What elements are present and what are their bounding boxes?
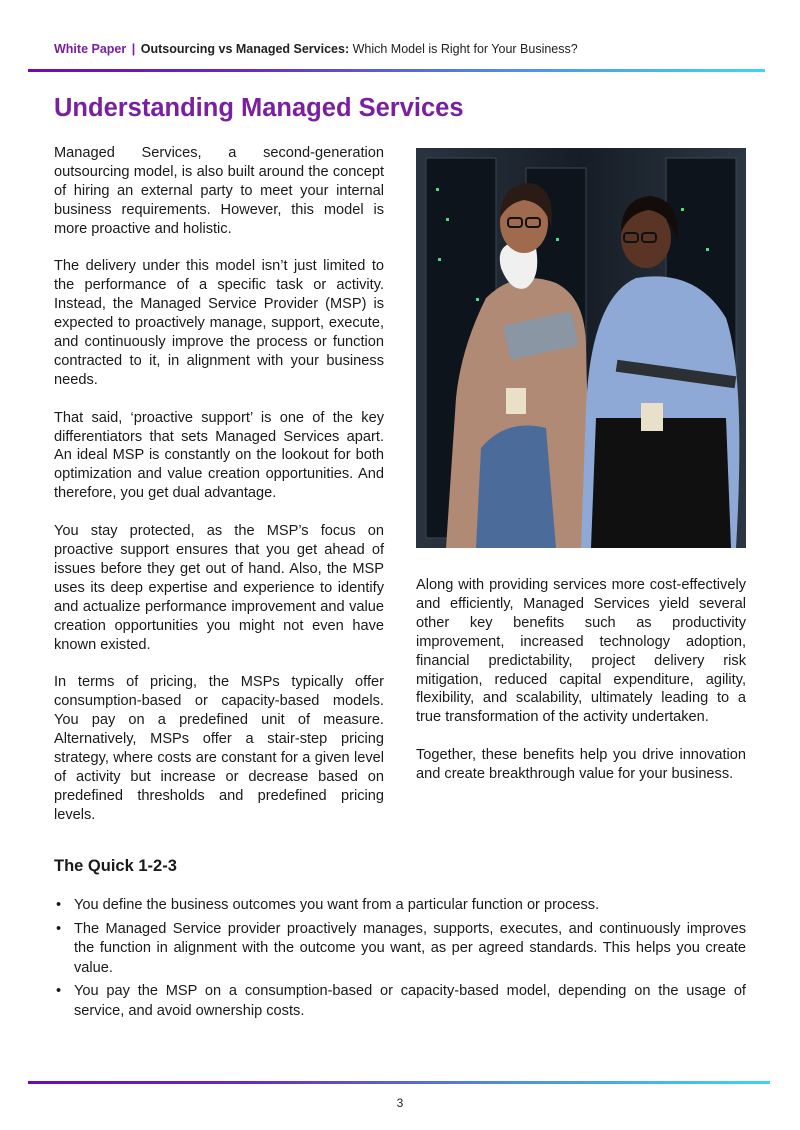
quick-item-text: You pay the MSP on a consumption-based or capacity-based model, depending on the usage of service, and avoid ownership costs. bbox=[74, 983, 746, 1019]
quick-list bbox=[54, 896, 746, 1025]
photo-two-women-in-server-room bbox=[416, 148, 746, 548]
left-column bbox=[54, 144, 384, 843]
right-paragraph-1: Along with providing services more cost-effectively and efficiently, Managed Services yield several other key benefits such as productivity improvement, increased technology adoption, financial predictability, project delivery risk mitigation, reduced capital expenditure, agility, flexibility, and scalability, ultimately leading to a true transformation of the activity undertaken. bbox=[416, 577, 746, 726]
header-gradient-rule bbox=[28, 69, 765, 72]
quick-list-item bbox=[54, 896, 746, 916]
left-paragraph-2: The delivery under this model isn’t just limited to the performance of a specific task or activity. Instead, the Managed Service Provider (MSP) is expected to proactively manage, support, execute, and continuously improve the process or function contracted to it, in alignment with your business needs. bbox=[54, 258, 384, 388]
quick-item-text: You define the business outcomes you want from a particular function or process. bbox=[74, 897, 600, 913]
quick-list-item bbox=[54, 982, 746, 1021]
header-title-bold: Outsourcing vs Managed Services: bbox=[140, 42, 350, 56]
quick-heading: The Quick 1-2-3 bbox=[54, 857, 177, 875]
left-paragraph-5: In terms of pricing, the MSPs typically offer consumption-based or capacity-based models. You pay on a predefined unit of measure. Alternatively, MSPs offer a stair-step pricing strategy, where costs are constant for a given level of activity but increase or decrease based on predefined thresholds and predefined pricing levels. bbox=[54, 674, 384, 823]
right-column bbox=[416, 576, 746, 803]
header-label: White Paper bbox=[54, 42, 127, 56]
quick-item-text: The Managed Service provider proactively manages, supports, executes, and continuously improves the function in alignment with the outcome you want, as per agreed standards. This helps you create value. bbox=[74, 920, 746, 976]
photo-illustration bbox=[416, 148, 746, 548]
page-header bbox=[54, 42, 578, 56]
left-paragraph-4: You stay protected, as the MSP’s focus on proactive support ensures that you get ahead of issues before they get out of hand. Also, the MSP uses its deep expertise and experience to identify and actualize performance improvement and value creation opportunities you might not even have known existed. bbox=[54, 523, 384, 653]
right-paragraph-2: Together, these benefits help you drive innovation and create breakthrough value for your business. bbox=[416, 747, 746, 783]
page-number: 3 bbox=[396, 1096, 404, 1110]
footer-gradient-rule bbox=[28, 1081, 770, 1084]
header-separator: | bbox=[131, 42, 136, 56]
bullet-icon: • bbox=[56, 983, 62, 999]
header-title-rest: Which Model is Right for Your Business? bbox=[349, 42, 578, 56]
bullet-icon: • bbox=[56, 897, 62, 913]
quick-list-item bbox=[54, 920, 746, 979]
bullet-icon: • bbox=[56, 920, 62, 937]
left-paragraph-3: That said, ‘proactive support’ is one of the key differentiators that sets Managed Services apart. An ideal MSP is constantly on the lookout for both optimization and value creation opportunities. And therefore, you get dual advantage. bbox=[54, 409, 384, 502]
left-paragraph-1: Managed Services, a second-generation outsourcing model, is also built around the concept of hiring an external party to meet your internal business requirements. However, this model is more proactive and holistic. bbox=[54, 145, 384, 237]
section-title: Understanding Managed Services bbox=[54, 94, 464, 122]
